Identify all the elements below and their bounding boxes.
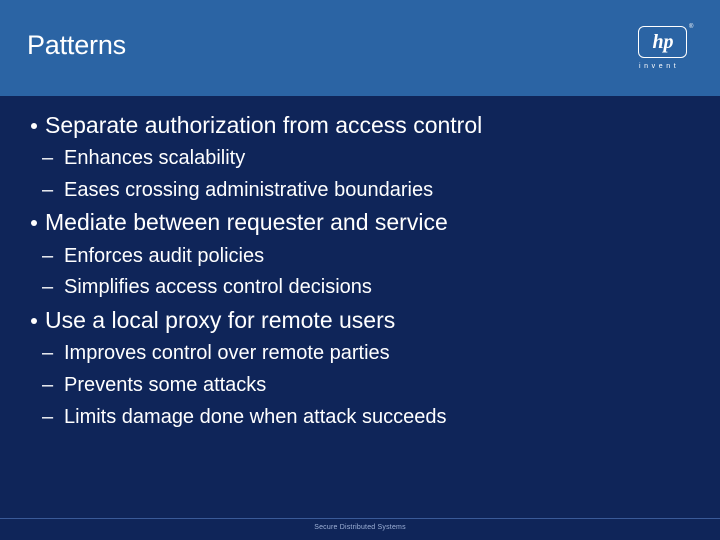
logo-tagline: invent <box>639 63 680 70</box>
bullet-dot <box>31 123 37 129</box>
slide-title: Patterns <box>27 30 126 60</box>
sub-item: Prevents some attacks <box>64 374 267 396</box>
sub-item: Enhances scalability <box>64 147 246 169</box>
dash-marker: – <box>42 276 54 298</box>
bullet-dot <box>31 220 37 226</box>
footer-text: Secure Distributed Systems <box>314 524 406 531</box>
dash-marker: – <box>42 245 54 267</box>
dash-marker: – <box>42 374 54 396</box>
sub-item: Enforces audit policies <box>64 245 265 267</box>
dash-marker: – <box>42 147 54 169</box>
sub-item: Simplifies access control decisions <box>64 276 372 298</box>
sub-item: Eases crossing administrative boundaries <box>64 179 434 201</box>
sub-item: Improves control over remote parties <box>64 342 390 364</box>
hp-logo-icon <box>638 26 687 58</box>
svg-text:hp: hp <box>651 31 674 53</box>
dash-marker: – <box>42 342 54 364</box>
hp-logo: hp ® invent <box>639 24 694 70</box>
bullet-item: Use a local proxy for remote users <box>45 307 396 333</box>
dash-marker: – <box>42 406 54 428</box>
footer-divider <box>0 518 720 519</box>
bullet-dot <box>31 318 37 324</box>
bullet-item: Mediate between requester and service <box>45 209 448 235</box>
bullet-item: Separate authorization from access control <box>45 112 483 138</box>
dash-marker: – <box>42 179 54 201</box>
sub-item: Limits damage done when attack succeeds <box>64 406 447 428</box>
